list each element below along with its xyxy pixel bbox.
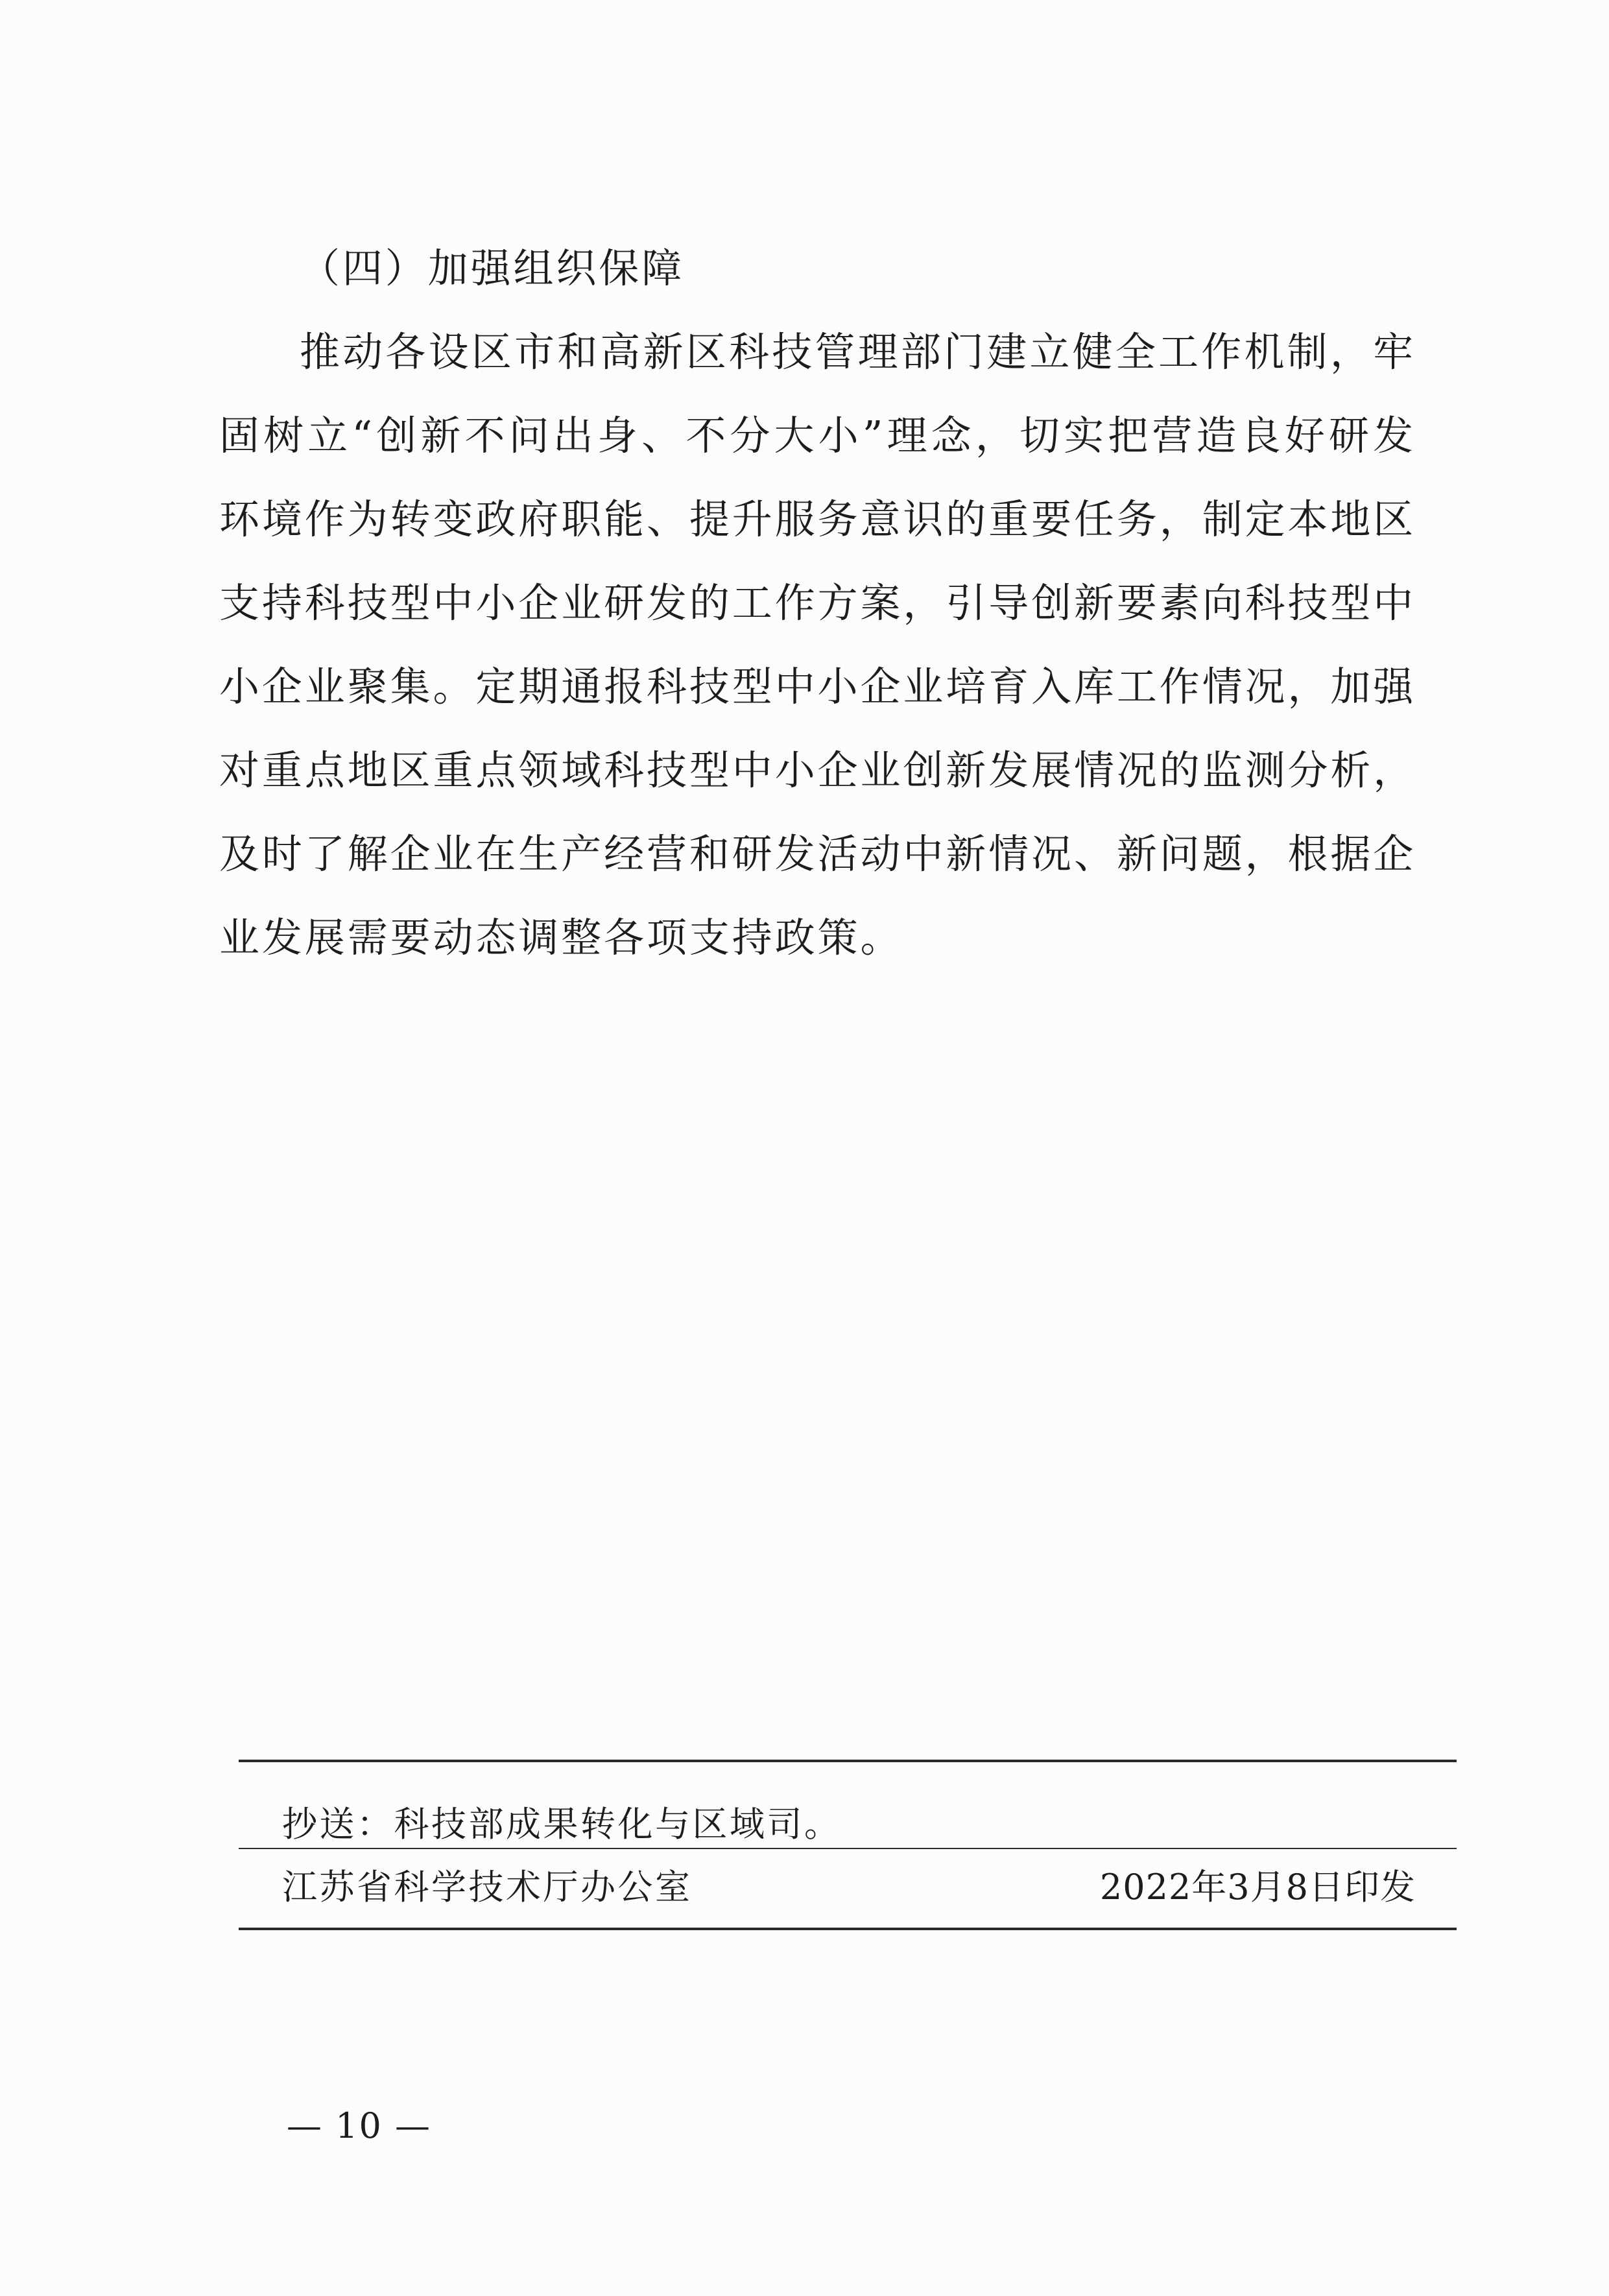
cc-recipients: 抄送：科技部成果转化与区域司。	[282, 1804, 842, 1845]
footer-top-rule	[239, 1760, 1457, 1762]
paragraph-line: 及时了解企业在生产经营和研发活动中新情况、新问题，根据企	[219, 830, 1416, 878]
footer-middle-rule	[239, 1848, 1457, 1849]
section-heading: （四）加强组织保障	[300, 245, 685, 292]
paragraph-last-line: 业发展需要动态调整各项支持政策。	[219, 914, 903, 961]
paragraph-line: 支持科技型中小企业研发的工作方案，引导创新要素向科技型中	[219, 579, 1416, 627]
paragraph-line: 小企业聚集。定期通报科技型中小企业培育入库工作情况，加强	[219, 663, 1416, 710]
issuing-office: 江苏省科学技术厅办公室	[282, 1867, 693, 1907]
page-number: — 10 —	[287, 2105, 432, 2146]
paragraph-line: 推动各设区市和高新区科技管理部门建立健全工作机制，牢	[300, 328, 1416, 376]
paragraph-line: 固树立“创新不问出身、不分大小”理念，切实把营造良好研发	[219, 412, 1416, 459]
paragraph-line: 对重点地区重点领域科技型中小企业创新发展情况的监测分析，	[219, 747, 1416, 794]
footer-bottom-rule	[239, 1928, 1457, 1930]
issue-date: 2022年3月8日印发	[1099, 1867, 1416, 1907]
paragraph-line: 环境作为转变政府职能、提升服务意识的重要任务，制定本地区	[219, 496, 1416, 543]
